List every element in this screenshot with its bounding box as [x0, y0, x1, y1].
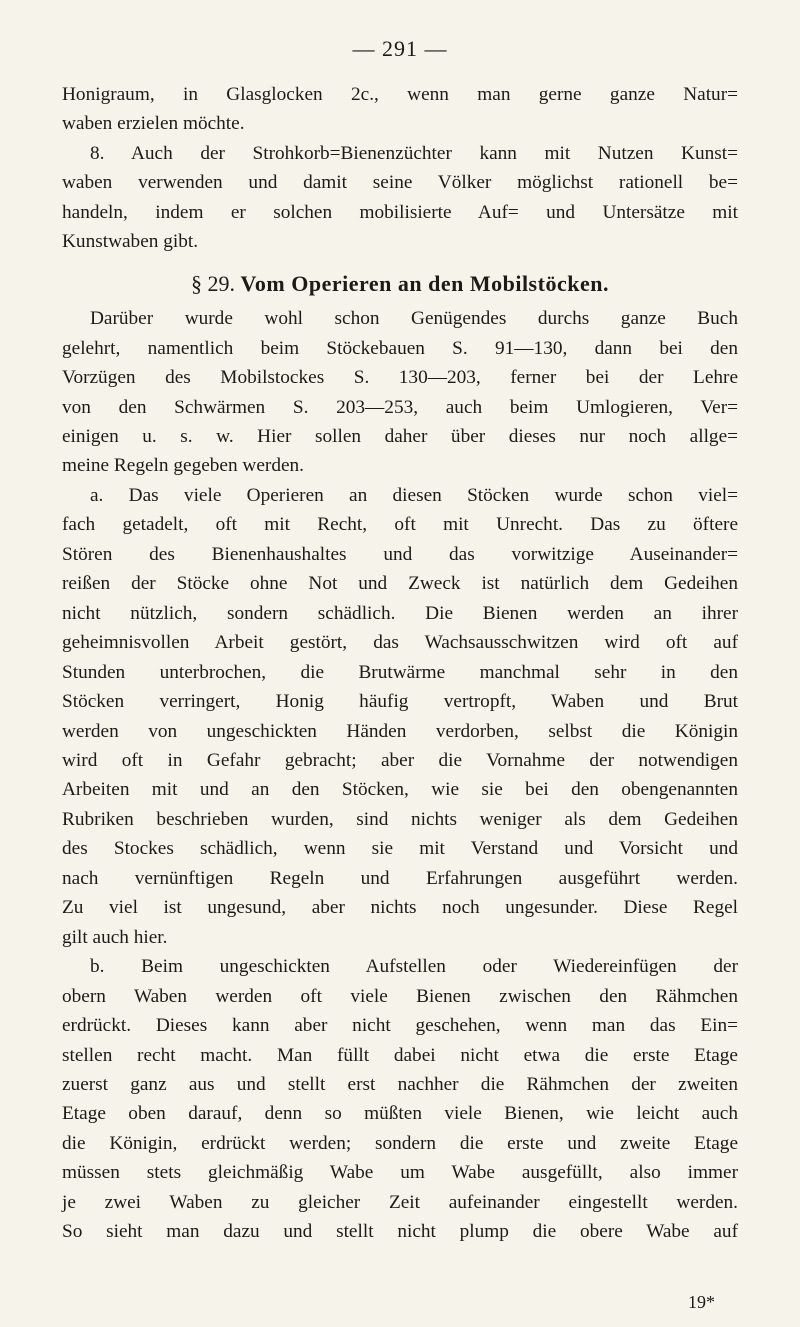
paragraph-intro [62, 80, 738, 139]
text-line: geheimnisvollen Arbeit gestört, das Wachsausschwitzen wird oft auf [62, 632, 738, 654]
text-line: So sieht man dazu und stellt nicht plump die obere Wabe auf [62, 1221, 738, 1243]
text-line: des Stockes schädlich, wenn sie mit Verstand und Vorsicht und [62, 838, 738, 860]
page-body [62, 80, 738, 1247]
text-line: zuerst ganz aus und stellt erst nachher die Rähmchen der zweiten [62, 1073, 738, 1095]
text-line: reißen der Stöcke ohne Not und Zweck ist natürlich dem Gedeihen [62, 573, 738, 595]
text-line: Vorzügen des Mobilstockes S. 130—203, ferner bei der Lehre [62, 367, 738, 389]
text-line: Arbeiten mit und an den Stöcken, wie sie bei den obengenannten [62, 779, 738, 801]
text-line: 8. Auch der Strohkorb=Bienenzüchter kann mit Nutzen Kunst= [90, 142, 738, 164]
signature-mark: 19* [688, 1292, 715, 1312]
text-line: erdrückt. Dieses kann aber nicht geschehen, wenn man das Ein= [62, 1015, 738, 1037]
text-line: werden von ungeschickten Händen verdorben, selbst die Königin [62, 720, 738, 742]
text-line: die Königin, erdrückt werden; sondern die erste und zweite Etage [62, 1132, 738, 1154]
text-line: obern Waben werden oft viele Bienen zwischen den Rähmchen [62, 985, 738, 1007]
text-line: nach vernünftigen Regeln und Erfahrungen ausgeführt werden. [62, 867, 738, 889]
text-line: a. Das viele Operieren an diesen Stöcken wurde schon viel= [90, 484, 738, 506]
paragraph-8 [62, 139, 738, 257]
text-line: Stöcken verringert, Honig häufig vertropft, Waben und Brut [62, 691, 738, 713]
text-line: Honigraum, in Glasglocken 2c., wenn man gerne ganze Natur= [62, 84, 738, 105]
text-line: einigen u. s. w. Hier sollen daher über dieses nur noch allge= [62, 425, 738, 447]
text-line: Rubriken beschrieben wurden, sind nichts weniger als dem Gedeihen [62, 808, 738, 830]
text-line: fach getadelt, oft mit Recht, oft mit Unrecht. Das zu öftere [62, 514, 738, 536]
section-title: Vom Operieren an den Mobilstöcken. [240, 270, 609, 296]
text-line: stellen recht macht. Man füllt dabei nicht etwa die erste Etage [62, 1044, 738, 1066]
text-line: wird oft in Gefahr gebracht; aber die Vornahme der notwendigen [62, 749, 738, 771]
text-line: je zwei Waben zu gleicher Zeit aufeinander eingestellt werden. [62, 1191, 738, 1213]
page-number: — 291 — [352, 36, 448, 61]
text-line: waben erzielen möchte. [62, 113, 245, 135]
text-line: Stunden unterbrochen, die Brutwärme manchmal sehr in den [62, 661, 738, 683]
text-line: müssen stets gleichmäßig Wabe um Wabe ausgefüllt, also immer [62, 1162, 738, 1184]
pre-section-text [62, 80, 738, 257]
text-line: Stören des Bienenhaushaltes und das vorwitzige Auseinander= [62, 543, 738, 565]
section-number: § 29. [191, 270, 236, 296]
text-line: handeln, indem er solchen mobilisierte Auf= und Untersätze mit [62, 201, 738, 223]
text-line: gilt auch hier. [62, 926, 168, 948]
text-line: nicht nützlich, sondern schädlich. Die Bienen werden an ihrer [62, 602, 738, 624]
paragraph-a [62, 481, 738, 952]
text-line: b. Beim ungeschickten Aufstellen oder Wiedereinfügen der [90, 956, 738, 978]
section-heading [62, 269, 738, 298]
text-line: Kunstwaben gibt. [62, 231, 199, 253]
text-line: Darüber wurde wohl schon Genügendes durchs ganze Buch [90, 308, 738, 330]
text-line: Zu viel ist ungesund, aber nichts noch ungesunder. Diese Regel [62, 897, 738, 919]
text-line: waben verwenden und damit seine Völker möglichst rationell be= [62, 172, 738, 194]
text-line: Etage oben darauf, denn so müßten viele Bienen, wie leicht auch [62, 1103, 738, 1125]
text-line: von den Schwärmen S. 203—253, auch beim Umlogieren, Ver= [62, 396, 738, 418]
paragraph-b [62, 952, 738, 1247]
text-line: meine Regeln gegeben werden. [62, 455, 304, 477]
section-text [62, 304, 738, 1247]
text-line: gelehrt, namentlich beim Stöckebauen S. 91—130, dann bei den [62, 337, 738, 359]
paragraph-section-intro [62, 304, 738, 481]
